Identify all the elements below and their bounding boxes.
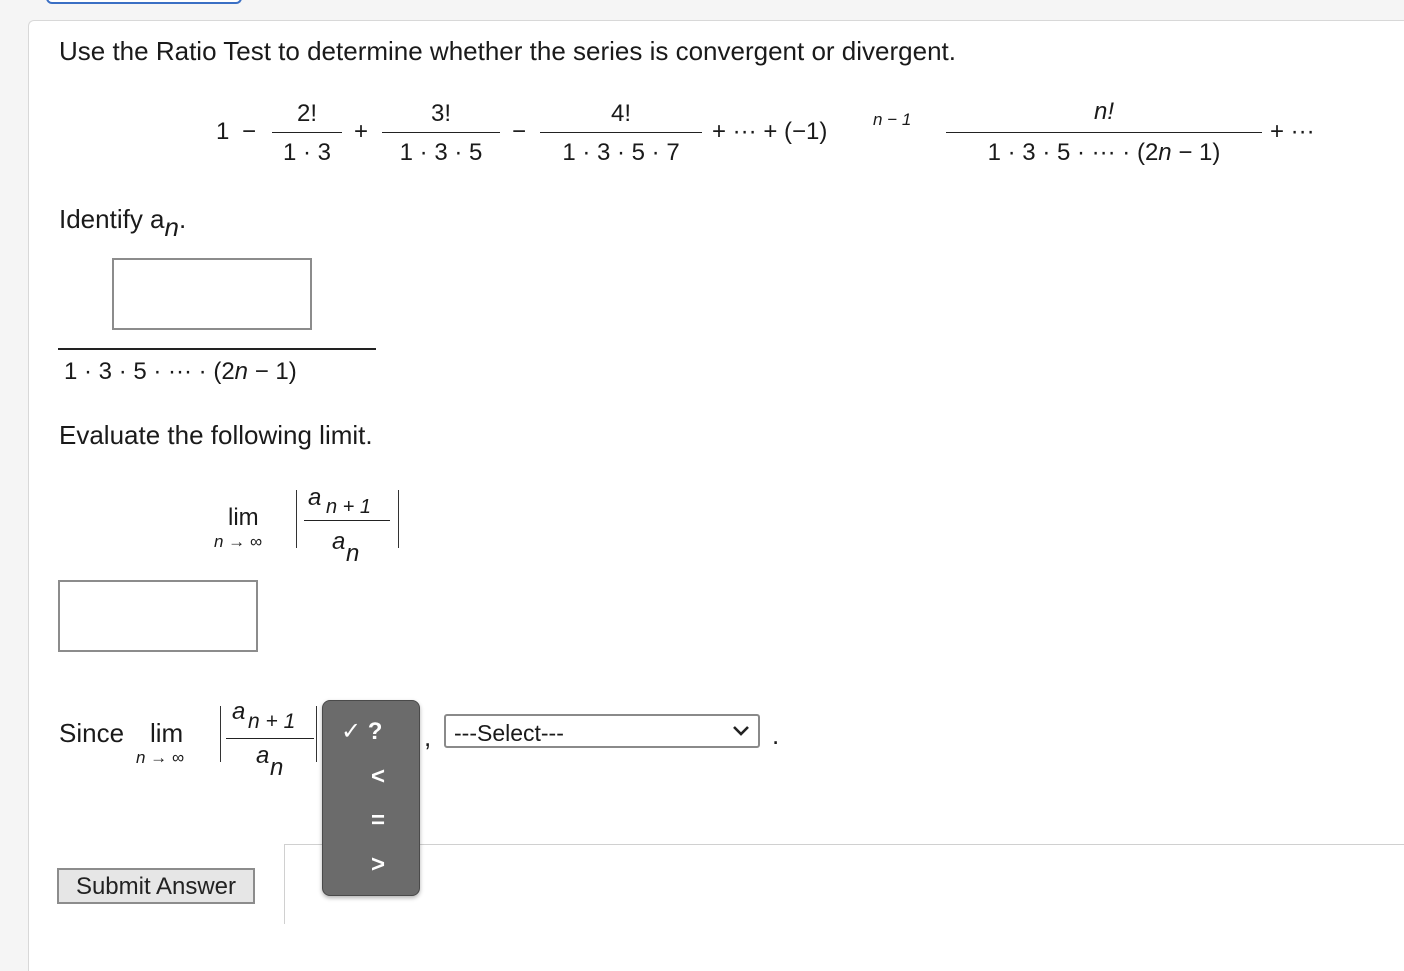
dropdown-option-greater-than[interactable]: > xyxy=(371,851,386,878)
footer-divider xyxy=(284,844,1404,845)
lim-num-sub: n + 1 xyxy=(326,496,372,518)
series-term-4: 4! 1 · 3 · 5 · 7 xyxy=(540,100,702,167)
since-den-sub: n xyxy=(270,754,284,781)
lim-text: lim xyxy=(228,504,259,531)
series-plus: + xyxy=(354,118,369,145)
since-den-a: a xyxy=(256,742,270,769)
lim-den-sub: n xyxy=(346,540,360,567)
series-ellipsis: + ··· + (−1) xyxy=(712,118,828,145)
lim-num-a: a xyxy=(308,484,322,511)
since-period: . xyxy=(772,720,780,750)
series-first-term: 1 xyxy=(216,118,230,145)
question-prompt: Use the Ratio Test to determine whether the series is convergent or divergent. xyxy=(59,36,956,66)
series-minus: − xyxy=(242,118,257,145)
limit-answer-input[interactable] xyxy=(58,580,258,652)
top-tab-edge xyxy=(46,0,242,4)
since-label: Since xyxy=(59,718,125,748)
chevron-down-icon xyxy=(732,722,750,740)
series-minus-2: − xyxy=(512,118,527,145)
lim-frac-bar xyxy=(304,520,390,521)
since-num-a: a xyxy=(232,698,246,725)
lim-den-a: a xyxy=(332,528,346,555)
identify-label: Identify an. xyxy=(59,204,187,242)
lim-under: n → ∞ xyxy=(214,532,263,551)
since-lim: lim xyxy=(150,718,184,748)
since-comma: , xyxy=(424,722,432,752)
since-num-sub: n + 1 xyxy=(248,710,296,733)
since-frac-bar xyxy=(226,738,314,739)
since-abs-left xyxy=(220,706,221,762)
abs-left xyxy=(296,490,297,548)
abs-right xyxy=(398,490,399,548)
series-term-3: 3! 1 · 3 · 5 xyxy=(382,100,500,167)
an-numerator-input[interactable] xyxy=(112,258,312,330)
dropdown-option-equal[interactable]: = xyxy=(371,807,386,834)
footer-divider-vertical xyxy=(284,844,285,924)
series-tail: + ··· xyxy=(1270,118,1315,145)
conclusion-select-value: ---Select--- xyxy=(454,720,564,746)
since-abs-right xyxy=(316,706,317,762)
conclusion-select[interactable] xyxy=(444,714,760,748)
dropdown-option-selected[interactable]: ✓ ? xyxy=(341,718,383,745)
an-fraction-bar xyxy=(58,348,376,350)
dropdown-option-less-than[interactable]: < xyxy=(371,763,386,790)
series-term-n: n! 1 · 3 · 5 · ··· · (2n − 1) xyxy=(946,98,1262,167)
comparison-dropdown[interactable] xyxy=(322,700,420,896)
series-term-2: 2! 1 · 3 xyxy=(272,100,342,167)
evaluate-label: Evaluate the following limit. xyxy=(59,420,373,450)
series-exponent: n − 1 xyxy=(873,110,912,129)
since-lim-under: n → ∞ xyxy=(136,748,185,767)
submit-answer-button[interactable]: Submit Answer xyxy=(57,868,255,904)
an-denominator: 1 · 3 · 5 · ··· · (2n − 1) xyxy=(64,358,297,385)
